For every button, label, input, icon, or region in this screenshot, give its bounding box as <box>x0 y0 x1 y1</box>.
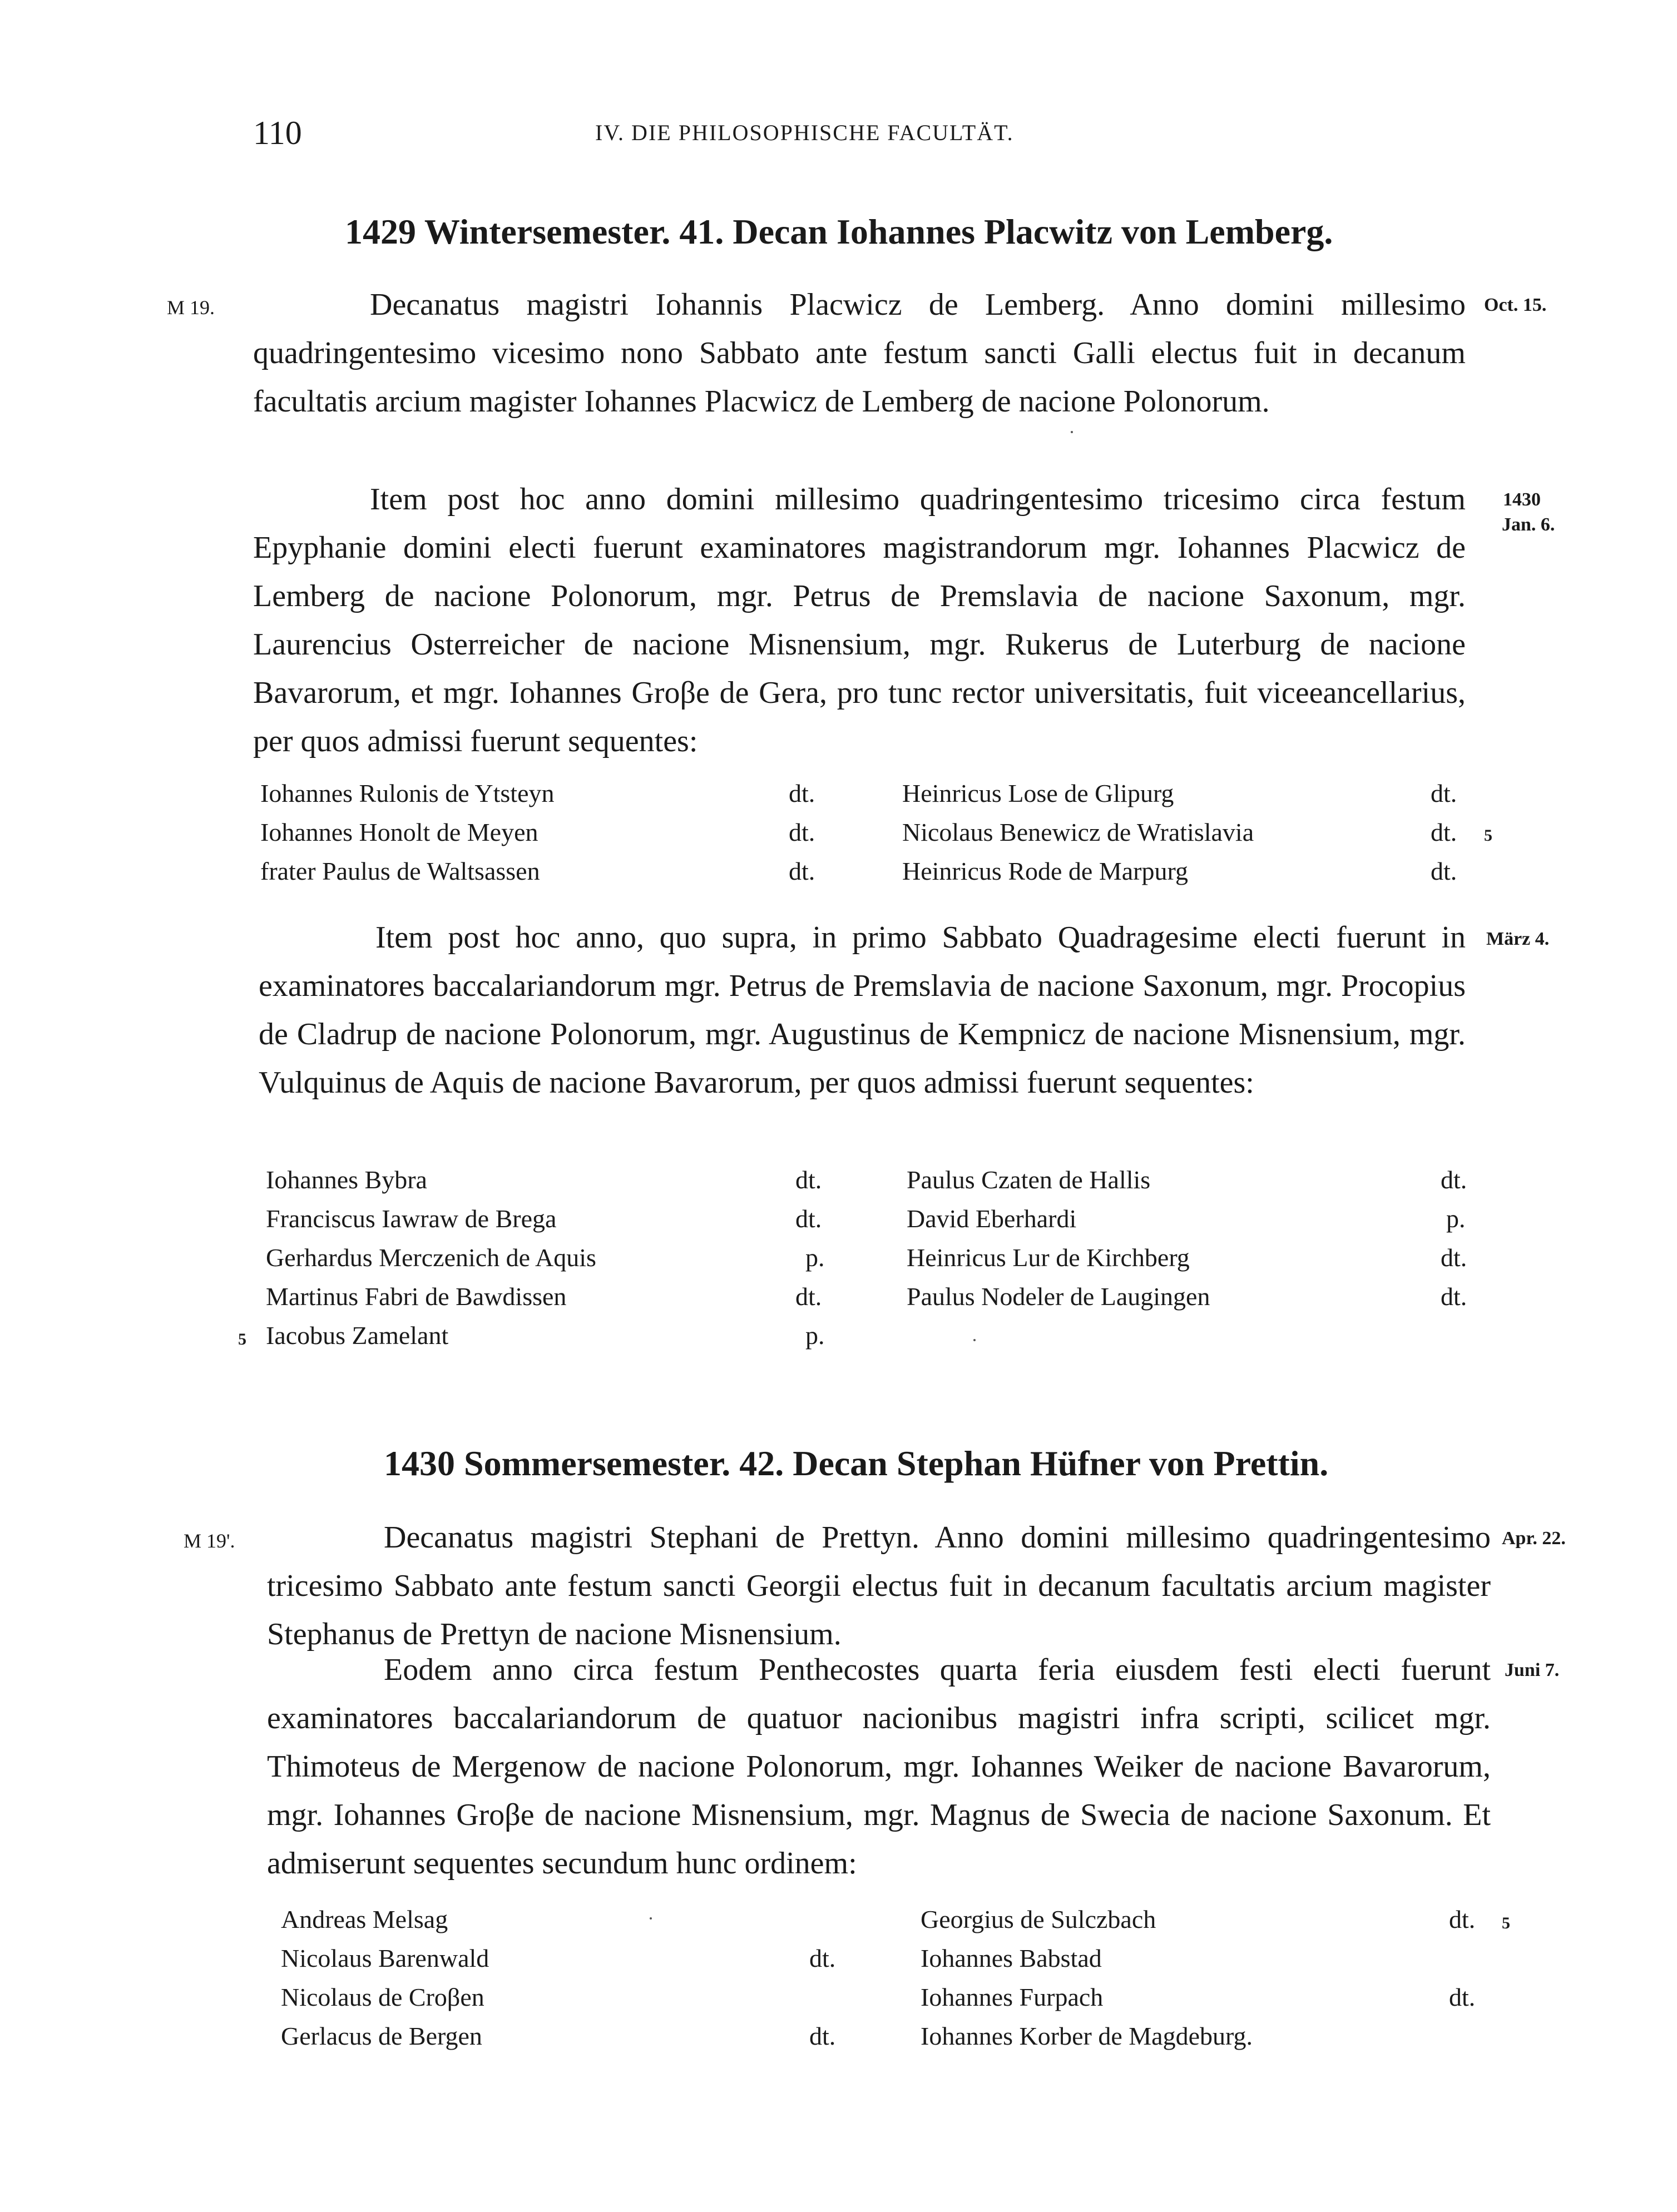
line-number: 5 <box>238 1330 246 1348</box>
list-item: Iohannes Korber de Magdeburg. <box>921 2022 1253 2050</box>
list-item: David Eberhardi <box>907 1204 1077 1233</box>
list-item: Heinricus Lur de Kirchberg <box>907 1243 1190 1272</box>
paragraph: Item post hoc anno, quo supra, in primo Sabbato Quadragesime electi fuerunt in examinatores baccalariandorum mgr. Petrus de Premslavia de nacione Saxonum, mgr. Procopius de Cladrup de nacione Polonorum, mgr. Augustinus de Kempnicz de nacione Misnensium, mgr. Vulquinus de Aquis de nacione Bavarorum, per quos admissi fuerunt sequentes: <box>259 920 1466 1100</box>
list-item: Georgius de Sulczbach <box>921 1905 1156 1933</box>
paragraph: Item post hoc anno domini millesimo quadringentesimo tricesimo circa festum Epyphanie domini electi fuerunt examinatores magistrandorum mgr. Iohannes Placwicz de Lemberg de nacione Polonorum, mgr. Petrus de Premslavia de nacione Saxonum, mgr. Laurencius Osterreicher de nacione Misnensium, mgr. Rukerus de Luterburg de nacione Bavarorum, et mgr. Iohannes Groβe de Gera, pro tunc rector universitatis, fuit viceeancellarius, per quos admissi fuerunt sequentes: <box>253 482 1466 758</box>
list-mark: dt. <box>789 857 815 885</box>
line-number: 5 <box>1502 1914 1510 1932</box>
paragraph: Decanatus magistri Stephani de Prettyn. Anno domini millesimo quadringentesimo tricesimo Sabbato ante festum sancti Georgii electus fuit in decanum facultatis arcium magister Stephanus de Prettyn de nacione Misnensium. <box>267 1520 1491 1651</box>
list-item: Gerhardus Merczenich de Aquis <box>266 1243 596 1272</box>
left-margin-ref: M 19. <box>167 296 215 319</box>
list-item: Iohannes Honolt de Meyen <box>260 818 538 846</box>
list-mark: dt. <box>1431 818 1457 846</box>
list-mark: dt. <box>809 1944 836 1972</box>
list-mark: dt. <box>795 1282 822 1311</box>
list-item: Iohannes Rulonis de Ytsteyn <box>260 779 555 807</box>
list-item: Paulus Czaten de Hallis <box>907 1165 1151 1194</box>
section-heading-1430: 1430 Sommersemester. 42. Decan Stephan Hüfner von Prettin. <box>384 1444 1329 1483</box>
list-mark: dt. <box>1449 1983 1476 2011</box>
list-item: Heinricus Lose de Glipurg <box>902 779 1174 807</box>
margin-date: Apr. 22. <box>1502 1528 1566 1549</box>
list-item: Iacobus Zamelant <box>266 1321 449 1350</box>
list-item: Iohannes Furpach <box>921 1983 1104 2011</box>
list-mark: dt. <box>1431 779 1457 807</box>
list-item: Nicolaus Benewicz de Wratislavia <box>902 818 1254 846</box>
list-mark: dt. <box>795 1165 822 1194</box>
print-speck <box>650 1917 652 1920</box>
paragraph: Decanatus magistri Iohannis Placwicz de Lemberg. Anno domini millesimo quadringentesimo vicesimo nono Sabbato ante festum sancti Galli electus fuit in decanum facultatis arcium magister Iohannes Placwicz de Lemberg de nacione Polonorum. <box>253 287 1466 419</box>
list-mark: p. <box>805 1321 825 1350</box>
list-item: Andreas Melsag <box>281 1905 448 1933</box>
list-mark: dt. <box>1431 857 1457 885</box>
list-item: Martinus Fabri de Bawdissen <box>266 1282 567 1311</box>
list-item: Nicolaus de Croβen <box>281 1983 484 2011</box>
list-item: frater Paulus de Waltsassen <box>260 857 540 885</box>
print-speck <box>1071 431 1073 433</box>
list-mark: dt. <box>1449 1905 1476 1933</box>
list-mark: p. <box>805 1243 825 1272</box>
list-item: Franciscus Iawraw de Brega <box>266 1204 557 1233</box>
margin-date: Jan. 6. <box>1502 514 1555 535</box>
list-item: Paulus Nodeler de Laugingen <box>907 1282 1210 1311</box>
list-mark: dt. <box>1441 1165 1467 1194</box>
list-item: Iohannes Bybra <box>266 1165 427 1194</box>
section-heading-1429: 1429 Wintersemester. 41. Decan Iohannes Placwitz von Lemberg. <box>345 212 1333 251</box>
paragraph: Eodem anno circa festum Penthecostes quarta feria eiusdem festi electi fuerunt examinatores baccalariandorum de quatuor nacionibus magistri infra scripti, scilicet mgr. Thimoteus de Mergenow de nacione Polonorum, mgr. Iohannes Weiker de nacione Bavarorum, mgr. Iohannes Groβe de nacione Misnensium, mgr. Magnus de Swecia de nacione Saxonum. Et admiserunt sequentes secundum hunc ordinem: <box>267 1653 1491 1881</box>
line-number: 5 <box>1484 826 1492 845</box>
page-number: 110 <box>253 115 302 151</box>
list-mark: dt. <box>795 1204 822 1233</box>
margin-date: März 4. <box>1486 929 1550 949</box>
list-item: Gerlacus de Bergen <box>281 2022 482 2050</box>
list-mark: p. <box>1446 1204 1466 1233</box>
left-margin-ref: M 19'. <box>184 1530 235 1552</box>
list-mark: dt. <box>809 2022 836 2050</box>
margin-year: 1430 <box>1503 489 1541 510</box>
running-head: IV. DIE PHILOSOPHISCHE FACULTÄT. <box>595 120 1014 145</box>
margin-date: Oct. 15. <box>1484 295 1547 315</box>
margin-date: Juni 7. <box>1505 1660 1560 1680</box>
list-mark: dt. <box>789 818 815 846</box>
list-mark: dt. <box>1441 1282 1467 1311</box>
list-mark: dt. <box>789 779 815 807</box>
list-item: Nicolaus Barenwald <box>281 1944 489 1972</box>
list-item: Heinricus Rode de Marpurg <box>902 857 1188 885</box>
list-item: Iohannes Babstad <box>921 1944 1102 1972</box>
print-speck <box>973 1339 976 1341</box>
list-mark: dt. <box>1441 1243 1467 1272</box>
